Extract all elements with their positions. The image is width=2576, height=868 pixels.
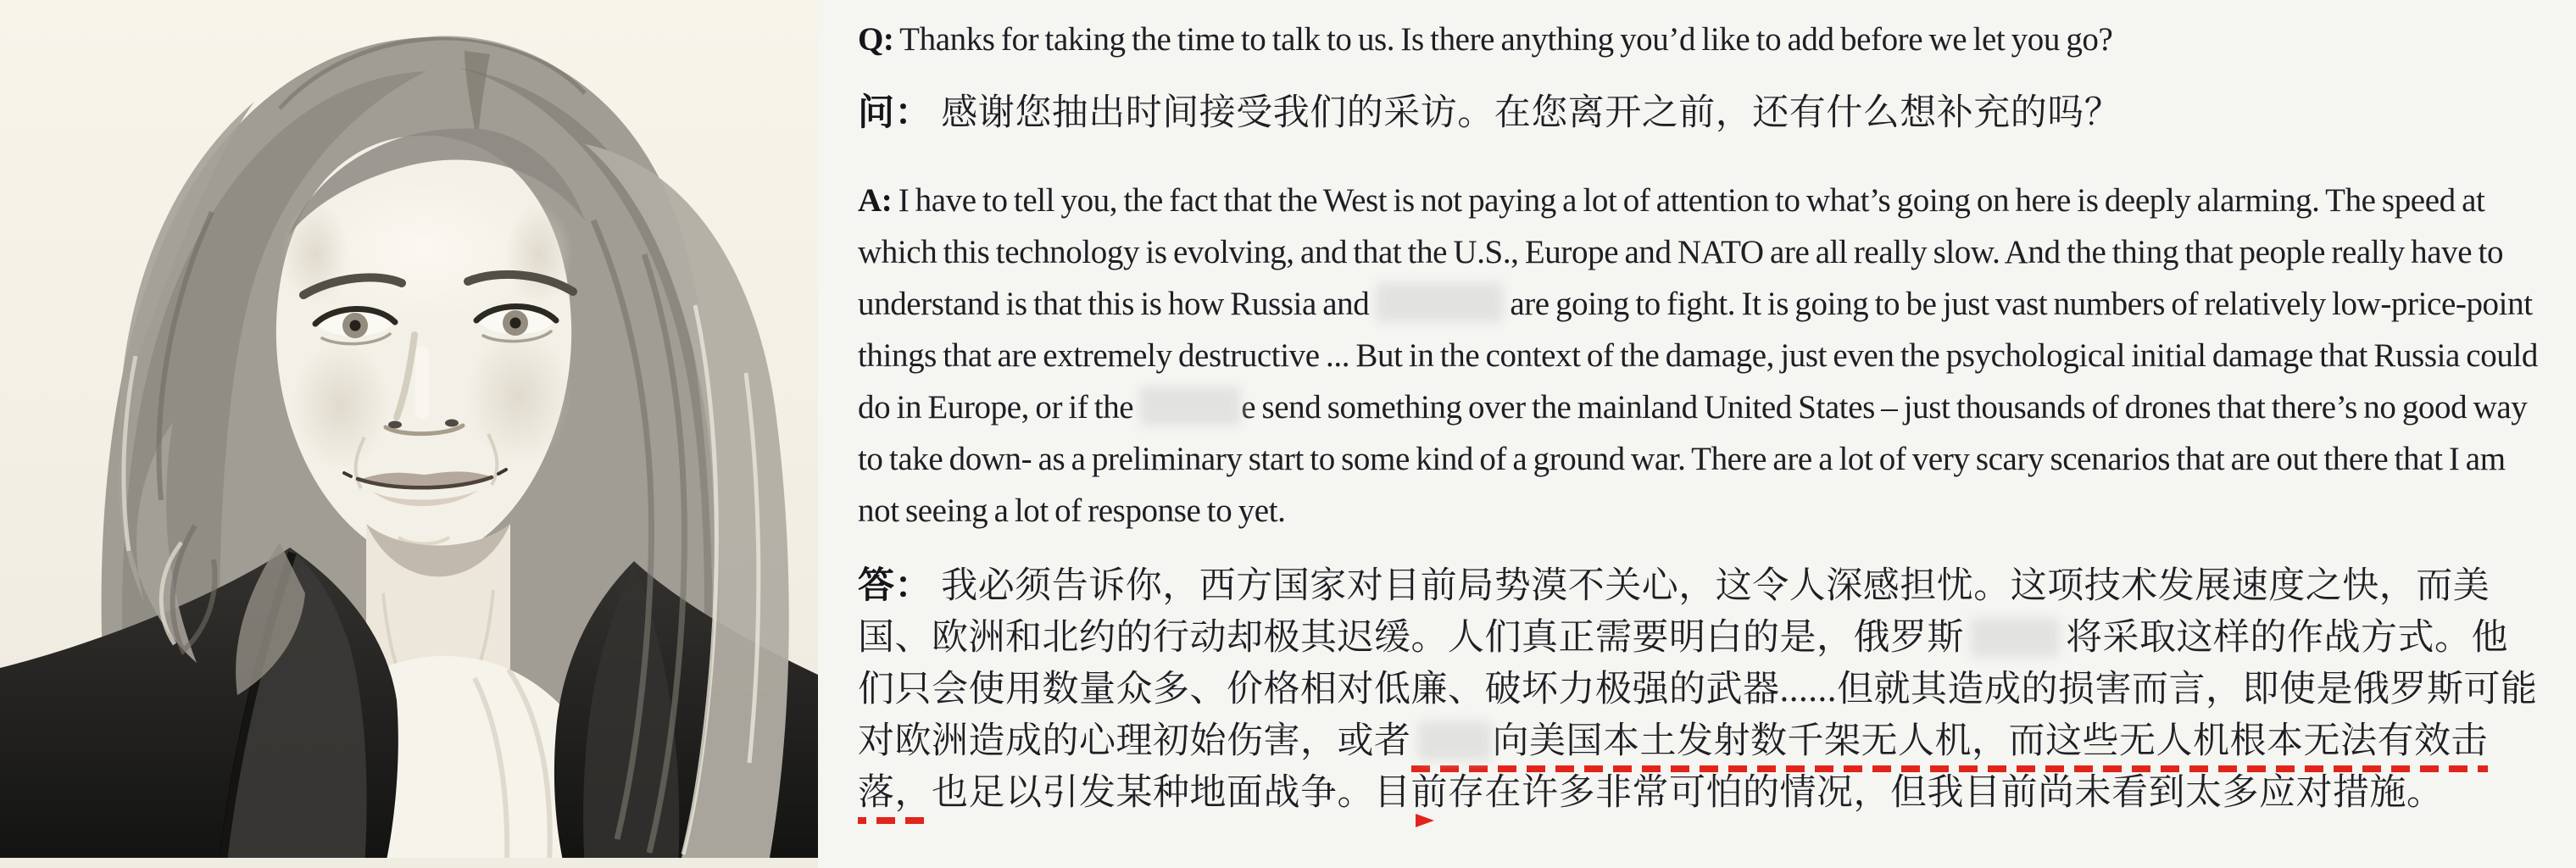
portrait-illustration <box>0 0 818 868</box>
question-chinese <box>858 87 2539 139</box>
answer-chinese <box>858 560 2539 819</box>
answer-chinese-text-2: 将采取这样的作战方式。他们只会使用数量众多、价格相对低廉、破坏力极强的武器......但就其造成的损害而言，即使是俄罗斯可能对欧洲造成的心理初始伤害，或者 <box>858 618 2538 761</box>
answer-english <box>858 175 2539 537</box>
portrait-panel <box>0 0 818 868</box>
question-chinese-text: 感谢您抽出时间接受我们的采访。在您离开之前，还有什么想补充的吗？ <box>932 93 2122 133</box>
answer-chinese-underlined-text: 向美国本土发射数千架无人机，而这些无人机根本无法有效击落， <box>858 721 2488 813</box>
question-english <box>858 14 2539 65</box>
answer-english-text-3: e send something over the mainland United States – just thousands of drones that there’s no good way to take down- as a preliminary start to some kind of a ground war. There are a lot of very scary scenarios that are out there that I am not seeing a lot of response to yet. <box>858 389 2528 529</box>
question-chinese-label: 问： <box>858 93 932 133</box>
redacted-blur-zh-1 <box>1971 618 2059 657</box>
answer-chinese-label: 答： <box>858 566 932 606</box>
answer-chinese-text-3: 也足以引发某种地面战争。目前存在许多非常可怕的情况，但我目前尚未看到太多应对措施。 <box>932 773 2444 813</box>
question-english-text: Thanks for taking the time to talk to us. Is there anything you’d like to add before we let you go? <box>893 21 2113 58</box>
portrait-bottom-edge <box>0 858 818 868</box>
redacted-blur-en-2 <box>1140 387 1240 426</box>
answer-english-label: A: <box>858 182 893 219</box>
question-english-label: Q: <box>858 21 894 58</box>
answer-chinese-text-1: 我必须告诉你，西方国家对目前局势漠不关心，这令人深感担忧。这项技术发展速度之快，而美国、欧洲和北约的行动却极其迟缓。人们真正需要明白的是，俄罗斯 <box>858 566 2490 658</box>
answer-english-text-1: I have to tell you, the fact that the West is not paying a lot of attention to what’s going on here is deeply alarming. The speed at which this technology is evolving, and that the U.S., Europe and NATO are all really slow. And the thing that people really have to understand is that this is how Russia and <box>858 182 2504 322</box>
interview-text-panel <box>818 0 2576 868</box>
redacted-blur-zh-2 <box>1418 721 1491 760</box>
underline-arrowhead-icon <box>1416 814 1434 827</box>
answer-english-text-2: are going to fight. It is going to be just vast numbers of relatively low-price-point things that are extremely destructive ... But in the context of the damage, just even the psychological initial damage that Russia could do in Europe, or if the <box>858 286 2538 426</box>
redacted-blur-en-1 <box>1376 283 1503 322</box>
